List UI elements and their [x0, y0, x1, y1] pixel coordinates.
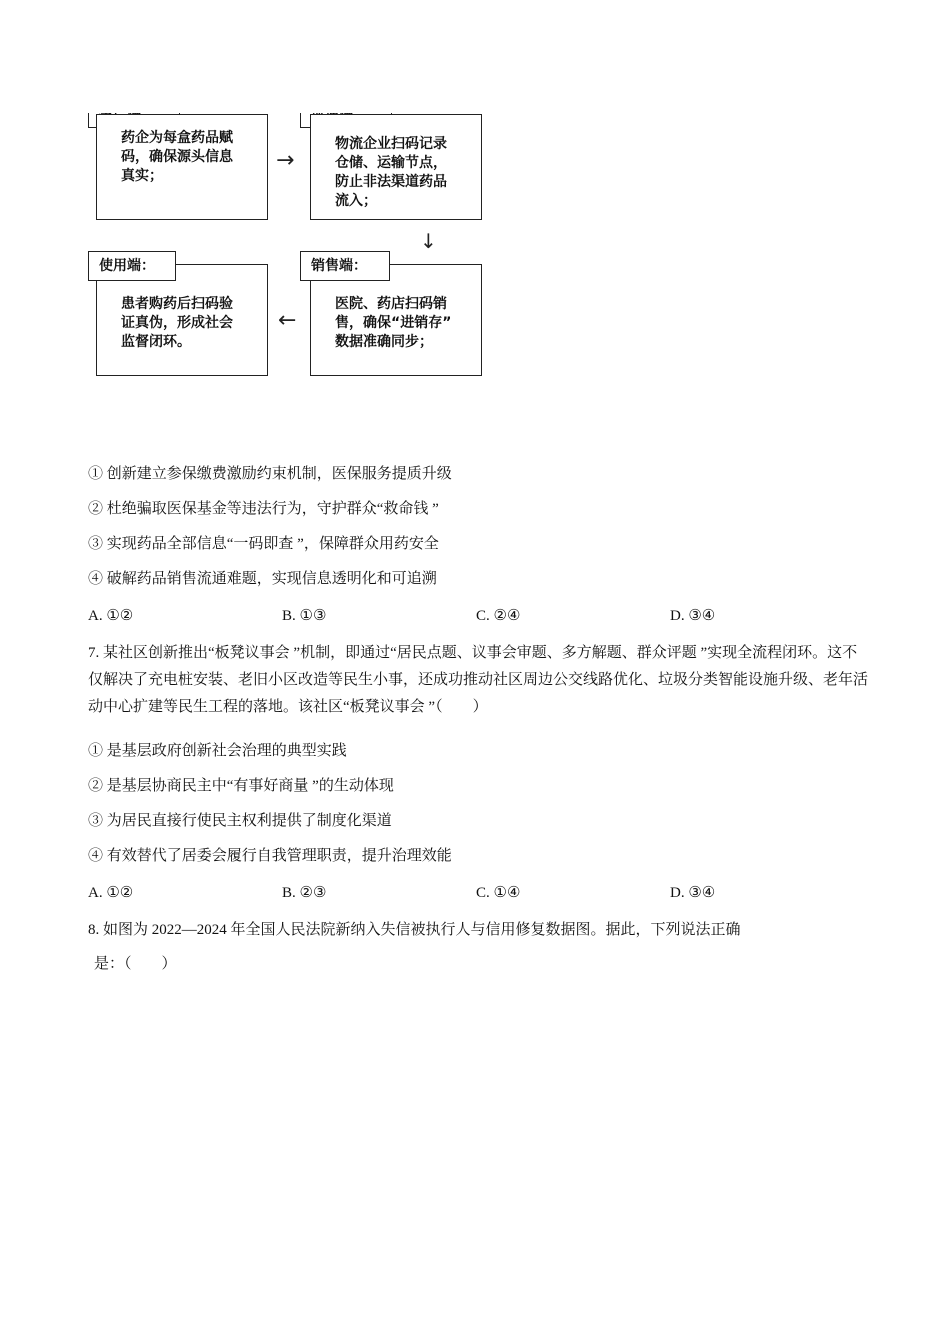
q7-item-1: ① 是基层政府创新社会治理的典型实践	[88, 743, 347, 759]
arrow-down-icon: ↓	[420, 229, 437, 253]
box3-line: 证真伪，形成社会	[121, 315, 233, 331]
box1-line: 药企为每盒药品赋	[121, 130, 233, 146]
box2-line: 仓储、运输节点，	[335, 155, 447, 171]
box4-line: 医院、药店扫码销	[335, 296, 447, 312]
image-crop-mask	[0, 0, 950, 113]
box2-line: 防止非法渠道药品	[335, 174, 447, 190]
arrow-left-icon: ←	[278, 308, 297, 333]
q7-item-4: ④ 有效替代了居委会履行自我管理职责，提升治理效能	[88, 848, 452, 864]
box4-label: 销售端：	[300, 251, 390, 281]
q6-item-4: ④ 破解药品销售流通难题，实现信息透明化和可追溯	[88, 571, 437, 587]
q7-option-c[interactable]: C. ①④	[476, 885, 521, 901]
q7-stem: 7. 某社区创新推出“板凳议事会 ”机制，即通过“居民点题、议事会审题、多方解题、群众评题 ”实现全流程闭环。这不仅解决了充电桩安装、老旧小区改造等民生小事，还成功推动社区周边公交线路优化、垃圾分类智能设施升级、老年活动中心扩建等民生工程的落地。该社区“板凳议事会 ”（ ）	[88, 645, 869, 715]
box3-line: 监督闭环。	[121, 334, 191, 350]
box2-line: 流入；	[335, 193, 377, 209]
arrow-right-icon: →	[276, 148, 295, 173]
q6-item-1: ① 创新建立参保缴费激励约束机制，医保服务提质升级	[88, 466, 452, 482]
box1-line: 真实；	[121, 168, 163, 184]
box3-line: 患者购药后扫码验	[121, 296, 233, 312]
box4-line: 数据准确同步；	[335, 334, 433, 350]
q7-item-3: ③ 为居民直接行使民主权利提供了制度化渠道	[88, 813, 392, 829]
q6-item-2: ② 杜绝骗取医保基金等违法行为，守护群众“救命钱 ”	[88, 501, 439, 517]
box2-line: 物流企业扫码记录	[335, 136, 447, 152]
q8-stem-line-2: 是：（ ）	[94, 956, 177, 972]
q6-item-3: ③ 实现药品全部信息“一码即查 ”，保障群众用药安全	[88, 536, 439, 552]
q7-option-d[interactable]: D. ③④	[670, 885, 716, 901]
q6-option-d[interactable]: D. ③④	[670, 608, 716, 624]
q8-stem-line-1: 8. 如图为 2022—2024 年全国人民法院新纳入失信被执行人与信用修复数据图。据此，下列说法正确	[88, 922, 741, 938]
box4-line: 售，确保“进销存”	[335, 315, 452, 331]
box3-label: 使用端：	[88, 251, 176, 281]
box2	[310, 114, 482, 220]
q7-option-a[interactable]: A. ①②	[88, 885, 134, 901]
drug-traceability-flowchart	[0, 0, 950, 400]
q7-item-2: ② 是基层协商民主中“有事好商量 ”的生动体现	[88, 778, 394, 794]
q6-option-a[interactable]: A. ①②	[88, 608, 134, 624]
q6-option-c[interactable]: C. ②④	[476, 608, 521, 624]
box1	[96, 114, 268, 220]
box1-line: 码，确保源头信息	[121, 149, 233, 165]
q7-option-b[interactable]: B. ②③	[282, 885, 327, 901]
q6-option-b[interactable]: B. ①③	[282, 608, 327, 624]
